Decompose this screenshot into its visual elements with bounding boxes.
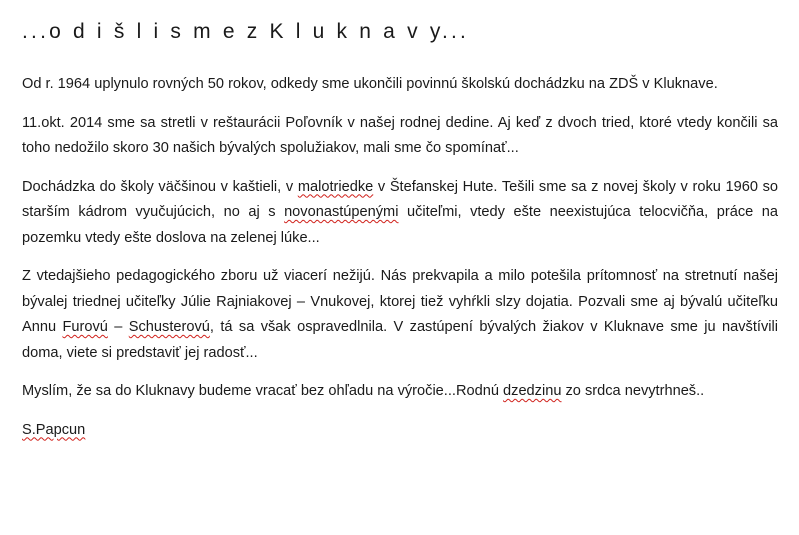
document-page	[22, 18, 778, 443]
document-title: ...o d i š l i s m e z K l u k n a v y...	[22, 20, 470, 43]
paragraph	[22, 379, 778, 405]
paragraph	[22, 175, 778, 252]
paragraph	[22, 72, 778, 98]
text-segment: 11.okt. 2014 sme sa stretli v reštaurácii Poľovník v našej rodnej dedine. Aj keď z dvoch tried, ktoré vtedy končili sa toho nedožilo skoro 30 našich bývalých spolužiakov, mali sme čo spomínať...	[22, 114, 778, 156]
text-segment: v Štefanskej Hute. Tešili sme sa z novej školy v roku 1960 so starším kádrom vyučujúcich, no aj s	[22, 178, 779, 220]
spellcheck-flagged-word: Furovú	[62, 319, 108, 335]
document-body	[22, 72, 778, 405]
spellcheck-flagged-word: novonastúpenými	[284, 204, 399, 220]
paragraph	[22, 111, 778, 162]
text-segment: Myslím, že sa do Kluknavy budeme vracať bez ohľadu na výročie...Rodnú	[22, 383, 504, 399]
spellcheck-flagged-word: Schusterovú	[128, 319, 210, 335]
text-segment: učiteľmi, vtedy ešte neexistujúca telocvičňa, práce na pozemku vtedy ešte doslova na zelenej lúke...	[22, 204, 778, 246]
signature: S.Papcun	[22, 421, 86, 438]
text-segment: , tá sa však ospravedlnila. V zastúpení bývalých žiakov v Kluknave sme ju navštívili doma, viete si predstaviť jej radosť...	[22, 319, 778, 361]
spellcheck-flagged-word: dzedzinu	[503, 383, 562, 399]
spellcheck-flagged-word: malotriedke	[297, 178, 374, 195]
text-segment: –	[107, 319, 129, 335]
text-segment: Od r. 1964 uplynulo rovných 50 rokov, odkedy sme ukončili povinnú školskú dochádzku na ZDŠ v Kluknave.	[22, 76, 718, 92]
text-segment: Dochádzka do školy väčšinou v kaštieli, v	[22, 178, 298, 195]
paragraph	[22, 264, 778, 366]
text-segment: zo srdca nevytrhneš..	[561, 383, 705, 399]
text-segment: Z vtedajšieho pedagogického zboru už viacerí nežijú. Nás prekvapila a milo potešila prítomnosť na stretnutí našej bývalej triednej učiteľky Júlie Rajniakovej – Vnukovej, ktorej tiež vyhŕkli slzy dojatia. Pozvali sme aj bývalú učiteľku Annu	[22, 268, 778, 335]
